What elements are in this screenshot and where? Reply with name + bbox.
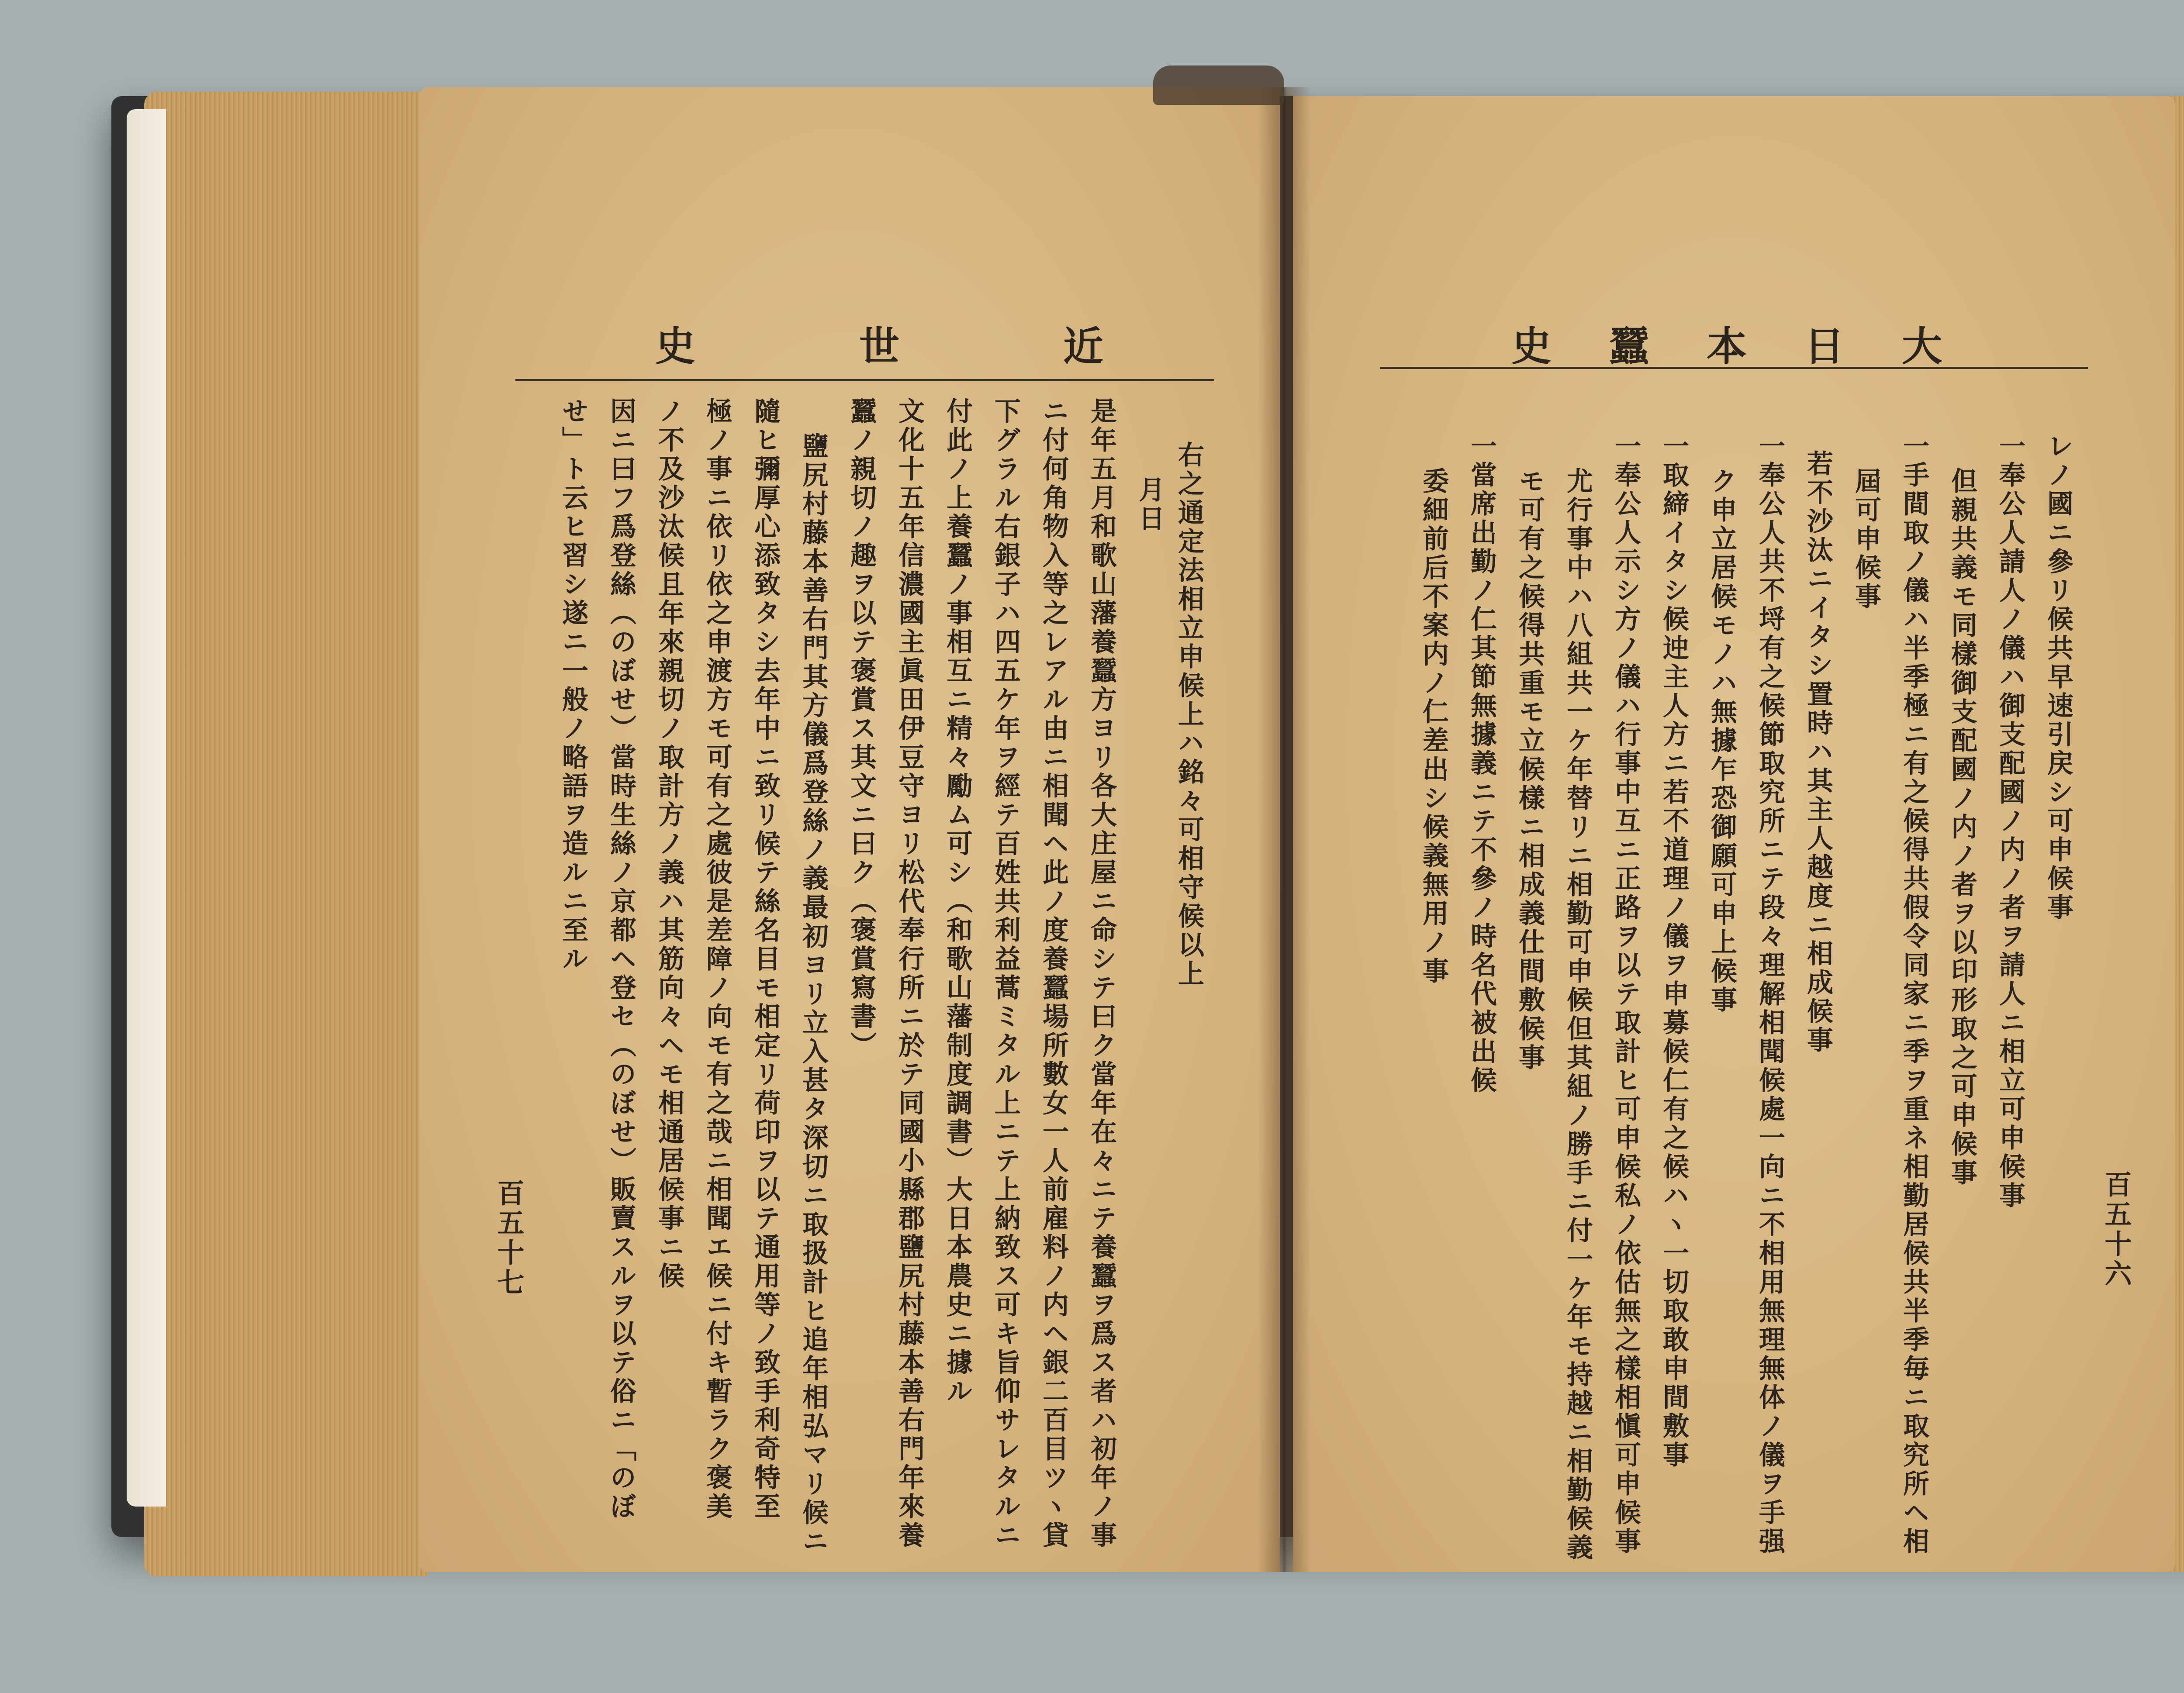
text-column: 隨ヒ彌厚心添致タシ去年中ニ致リ候テ絲名目モ相定リ荷印ヲ以テ通用等ノ致手利奇特至 <box>750 397 781 1521</box>
text-column: 一手間取ノ儀ハ半季極ニ有之候得共假令同家ニ季ヲ重ネ相勤居候共半季毎ニ取究所ヘ相 <box>1899 432 1929 1556</box>
book-gutter <box>1258 87 1310 1572</box>
text-column: 右之通定法相立申候上ハ銘々可相守候以上 <box>1174 441 1204 989</box>
left-running-header <box>655 314 1105 372</box>
right-header-char: 日 <box>1804 323 1846 370</box>
left-header-char: 世 <box>859 323 901 370</box>
text-column: 文化十五年信濃國主眞田伊豆守ヨリ松代奉行所ニ於テ同國小縣郡鹽尻村藤本善右門年來養 <box>894 397 925 1550</box>
right-header-char: 大 <box>1901 323 1944 370</box>
text-column: 一奉公人示シ方ノ儀ハ行事中互ニ正路ヲ以テ取計ヒ可申候私ノ依估無之樣相愼可申候事 <box>1610 432 1641 1556</box>
right-header-char: 本 <box>1706 323 1749 370</box>
text-column: 若不沙汰ニイタシ置時ハ其主人越度ニ相成候事 <box>1803 450 1833 1055</box>
right-header-char: 史 <box>1511 323 1554 370</box>
right-running-header <box>1511 314 1944 372</box>
left-header-char: 近 <box>1063 323 1105 370</box>
text-column: 付此ノ上養蠶ノ事相互ニ精々勵ム可シ（和歌山藩制度調書）大日本農史ニ據ル <box>942 397 973 1406</box>
text-column: 屆可申候事 <box>1851 467 1881 611</box>
text-column: 委細前后不案内ノ仁差出シ候義無用ノ事 <box>1418 467 1449 986</box>
left-header-rule <box>515 379 1214 381</box>
text-column: ニ付何角物入等之レアル由ニ相聞ヘ此ノ度養蠶場所數女一人前雇料ノ内ヘ銀二百目ツヽ貸 <box>1038 397 1069 1550</box>
right-header-rule <box>1380 367 2088 369</box>
text-column: 是年五月和歌山藩養蠶方ヨリ各大庄屋ニ命シテ曰ク當年在々ニテ養蠶ヲ爲ス者ハ初年ノ事 <box>1086 397 1117 1550</box>
endpaper-edge <box>127 109 166 1507</box>
left-header-char: 史 <box>655 323 698 370</box>
page-number-left: 百五十七 <box>493 1179 525 1298</box>
text-column: 一奉公人請人ノ儀ハ御支配國ノ内ノ者ヲ請人ニ相立可申候事 <box>1995 432 2025 1210</box>
text-column: 下グラル右銀子ハ四五ケ年ヲ經テ百姓共利益蒿ミタル上ニテ上納致ス可キ旨仰サレタルニ <box>990 397 1021 1550</box>
page-edges-left <box>144 92 428 1576</box>
page-number-right: 百五十六 <box>2100 1170 2132 1289</box>
text-column: せ」ト云ヒ習シ遂ニ一般ノ略語ヲ造ルニ至ル <box>558 397 588 974</box>
text-column: 但親共義モ同樣御支配國ノ内ノ者ヲ以印形取之可申候事 <box>1947 467 1977 1188</box>
text-column: 極ノ事ニ依リ依之申渡方モ可有之處彼是差障ノ向モ有之哉ニ相聞エ候ニ付キ暫ラク褒美 <box>702 397 733 1521</box>
text-column: レノ國ニ參リ候共早速引戻シ可申候事 <box>2043 432 2073 922</box>
text-column: 月日 <box>1134 476 1165 534</box>
text-column: 鹽尻村藤本善右門其方儀爲登絲ノ義最初ヨリ立入甚タ深切ニ取扱計ヒ追年相弘マリ候ニ <box>798 432 829 1556</box>
text-column: 蠶ノ親切ノ趣ヲ以テ褒賞ス其文ニ曰ク（褒賞寫書） <box>846 397 877 1060</box>
text-column: 一取締イタシ候迚主人方ニ若不道理ノ儀ヲ申募候仁有之候ハヽ一切取敢申間敷事 <box>1659 432 1689 1470</box>
text-column: モ可有之候得共重モ立候樣ニ相成義仕間敷候事 <box>1514 467 1545 1072</box>
text-column: ク申立居候モノハ無據乍恐御願可申上候事 <box>1707 467 1737 1015</box>
text-column: 尤行事中ハ八組共一ケ年替リニ相勤可申候但其組ノ勝手ニ付一ケ年モ持越ニ相勤候義 <box>1562 467 1593 1562</box>
text-column: ノ不及沙汰候且年來親切ノ取計方ノ義ハ其筋向々ヘモ相通居候事ニ候 <box>654 397 684 1291</box>
text-column: 一奉公人共不埒有之候節取究所ニテ段々理解相聞候處一向ニ不相用無理無体ノ儀ヲ手强 <box>1755 432 1785 1556</box>
right-header-char: 蠶 <box>1609 323 1651 370</box>
text-column: 一當席出勤ノ仁其節無據義ニテ不參ノ時名代被出候 <box>1466 432 1497 1095</box>
text-column: 因ニ曰フ爲登絲（のぼせ）當時生絲ノ京都ヘ登セ（のぼせ）販賣スルヲ以テ俗ニ「のぼ <box>606 397 636 1521</box>
spine-tear <box>1153 66 1284 105</box>
